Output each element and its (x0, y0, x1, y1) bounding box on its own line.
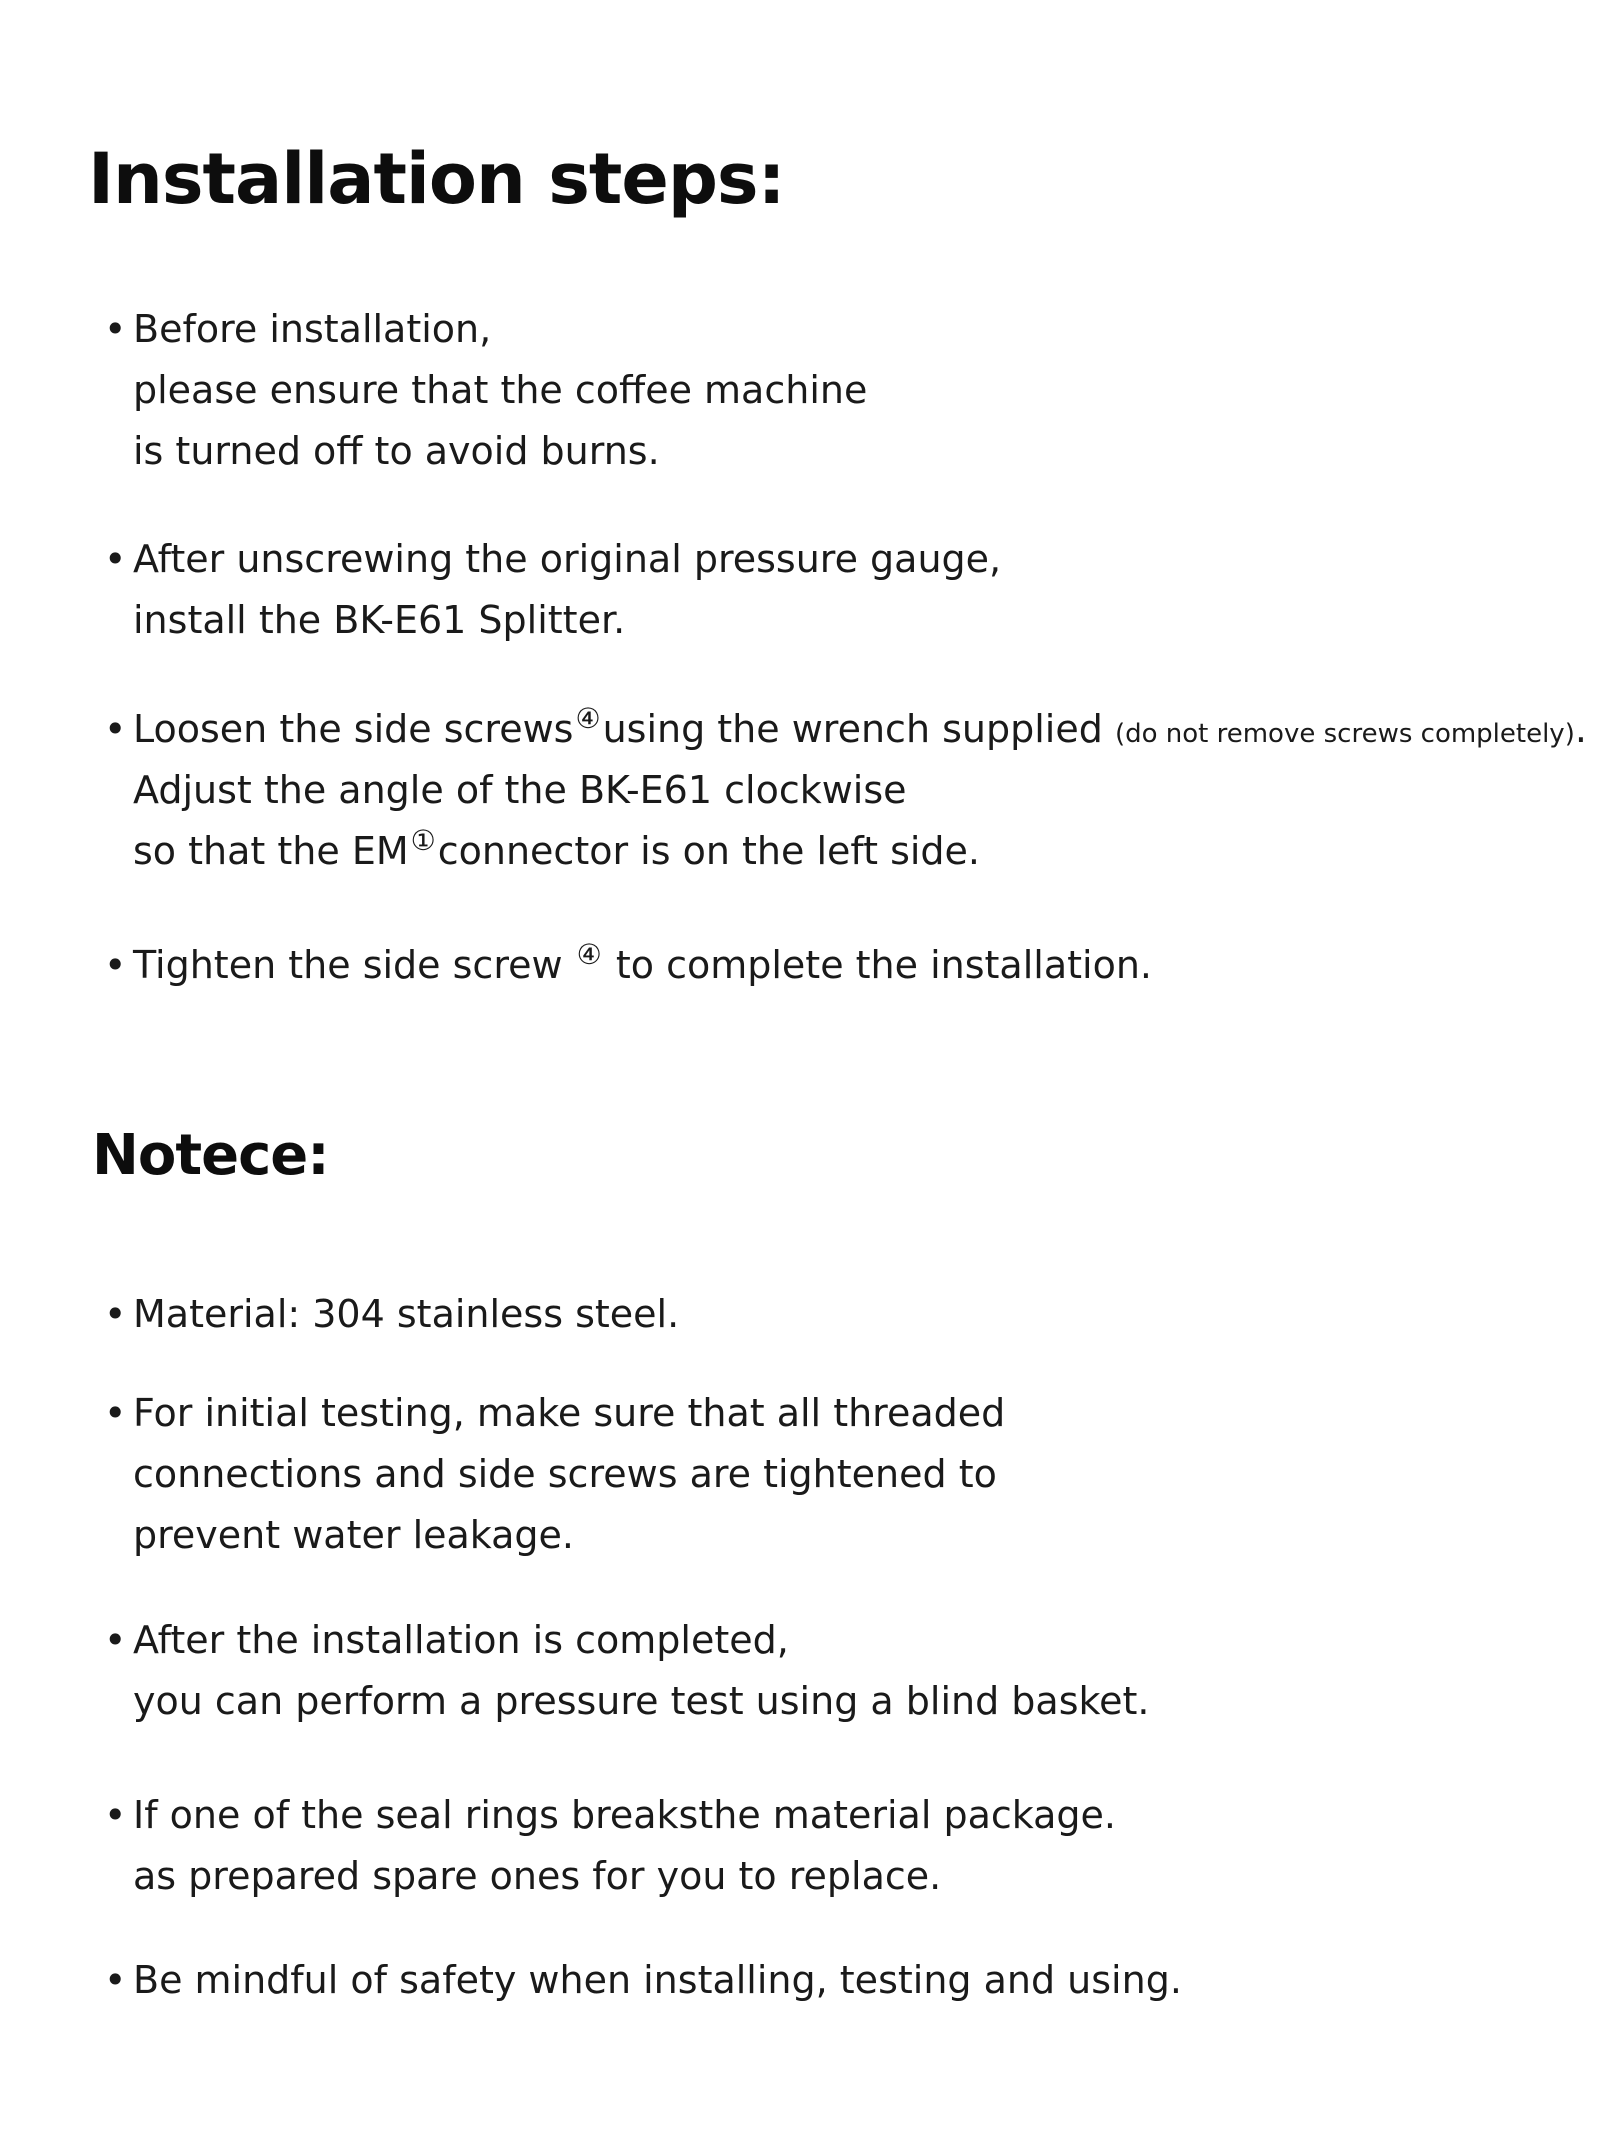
notice-text-line: as prepared spare ones for you to replace. (133, 1854, 942, 1898)
step-text-line: After unscrewing the original pressure gauge, (133, 537, 1002, 581)
circled-number-4-marker: ④ (576, 938, 602, 971)
step-note: (do not remove screws completely) (1114, 719, 1575, 749)
bullet: • (104, 537, 127, 581)
step-text: so that the EM (133, 829, 409, 873)
step-text-line: please ensure that the coffee machine (133, 368, 868, 412)
step-text-line: Before installation, (133, 307, 492, 351)
bullet: • (104, 1618, 127, 1662)
notice-text-line: you can perform a pressure test using a blind basket. (133, 1679, 1150, 1723)
notice-text-line: Be mindful of safety when installing, testing and using. (133, 1958, 1182, 2002)
notice-text-line: If one of the seal rings breaksthe material package. (133, 1793, 1116, 1837)
bullet: • (104, 1958, 127, 2002)
notice-text-line: prevent water leakage. (133, 1513, 574, 1557)
notice-text-line: Material: 304 stainless steel. (133, 1292, 680, 1336)
step-text-line: is turned off to avoid burns. (133, 429, 660, 473)
bullet: • (104, 943, 127, 987)
step-text-line: Adjust the angle of the BK-E61 clockwise (133, 768, 907, 812)
notice-text-line: For initial testing, make sure that all threaded (133, 1391, 1006, 1435)
step-text: to complete the installation. (603, 943, 1152, 987)
step-text: using the wrench supplied (602, 707, 1103, 751)
notice-text-line: After the installation is completed, (133, 1618, 789, 1662)
notice-text-line: connections and side screws are tightened to (133, 1452, 997, 1496)
step-text: . (1574, 707, 1587, 751)
step-text: Tighten the side screw (133, 943, 563, 987)
step-text-line (133, 699, 1587, 760)
step-text: Loosen the side screws (133, 707, 574, 751)
step-text-line (133, 935, 1152, 996)
circled-number-4-marker: ④ (575, 702, 601, 735)
circled-number-1-marker: ① (410, 824, 436, 857)
bullet: • (104, 1391, 127, 1435)
step-text-line (133, 821, 1587, 882)
bullet: • (104, 707, 127, 751)
step-text-line: install the BK-E61 Splitter. (133, 598, 626, 642)
bullet: • (104, 1292, 127, 1336)
bullet: • (104, 307, 127, 351)
installation-title: Installation steps: (88, 138, 785, 220)
notice-title: Notece: (92, 1123, 329, 1188)
step-text: connector is on the left side. (437, 829, 981, 873)
bullet: • (104, 1793, 127, 1837)
